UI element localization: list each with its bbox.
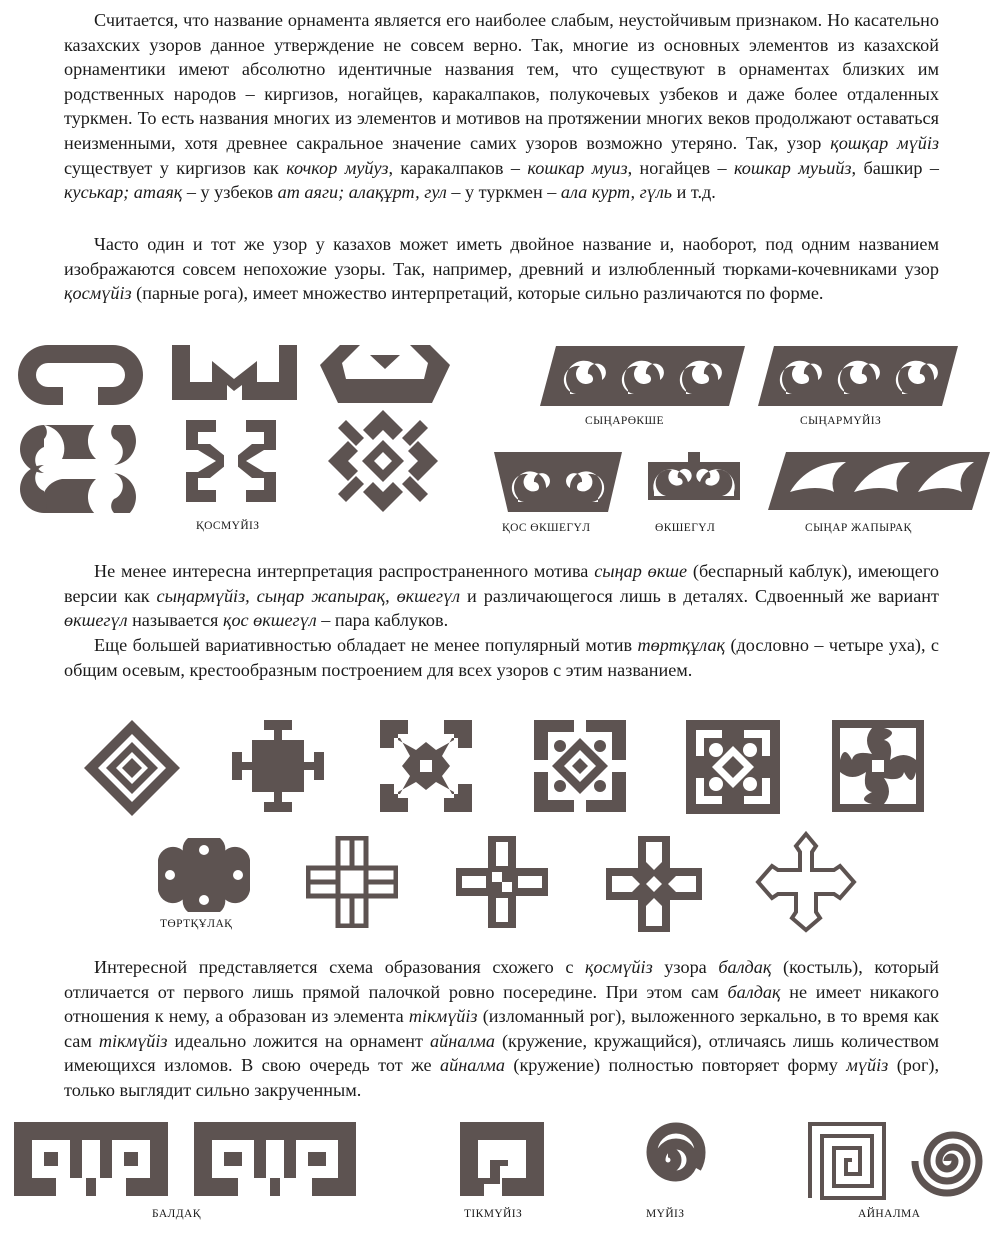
caption-kos-okshegul: ҚОС ӨКШЕГҮЛ [502,522,591,534]
text-run: – у узбеков [182,182,278,203]
synarokshe-ornament [540,346,745,406]
muyiz-ornament [626,1118,710,1202]
text-run: (дословно – четыре уха), с общим осевым, крестообразным построением для всех узоров с этим названием. [64,635,940,680]
tortkulak-ornament-10 [606,836,702,932]
text-run: и т.д. [672,182,716,203]
italic-term: қосмүйіз [585,957,653,977]
italic-term: қосмүйіз [64,283,132,304]
caption-tortkulak: ТӨРТҚҰЛАҚ [160,918,233,930]
text-run: Часто один и тот же узор у казахов может иметь двойное название и, наоборот, под одним названием изображаются совсем непохожие узоры. Так, например, древний и излюбленный тюрками-кочевниками узор [64,234,939,279]
italic-term: тікмүйіз [408,1006,478,1027]
text-run: (костыль), который отличается от первого лишь прямой палочкой ровно посередине. При этом сам [64,957,939,1002]
italic-term: сыңармүйіз, сыңар жапырақ, өкшегүл [156,585,461,606]
text-run: – у туркмен – [446,182,561,203]
tortkulak-ornament-3 [380,720,472,812]
paragraph-1 [64,8,939,205]
text-run: существует у киргизов как [64,157,287,178]
italic-term: мүйіз [846,1055,889,1076]
text-run: , каракалпаков – [388,157,528,178]
kosmuyiz-ornament-curl [20,425,138,513]
kos-okshegul-ornament [494,452,622,512]
text-run: (кружение) полностью повторяет форму [504,1055,847,1076]
text-run: узора [652,957,719,977]
kosmuyiz-ornament-boat [320,345,450,403]
text-run: (парные рога), имеет множество интерпретаций, которые сильно различаются по форме. [131,283,824,304]
tortkulak-ornament-7 [158,838,250,912]
tikmuyiz-ornament [460,1122,544,1196]
tortkulak-ornament-2 [232,720,324,812]
ainalma-ornament-square [808,1122,886,1200]
paragraph-4 [64,633,939,682]
baldak-ornament-1 [14,1122,168,1196]
caption-muyiz: МҮЙІЗ [646,1208,685,1220]
italic-term: кошкар муьийз [733,157,852,178]
text-run: и различающегося лишь в деталях. Сдвоенный же вариант [460,585,939,606]
kosmuyiz-ornament-cross-2 [328,410,438,512]
kosmuyiz-ornament-m [172,345,297,400]
kosmuyiz-ornament-hook [18,345,143,405]
text-run: (кружение, кружащийся), отличаясь лишь количеством имеющихся изломов. В свою очередь тот же [64,1030,939,1076]
paragraph-3 [64,559,939,633]
italic-term: кошкар муиз [527,157,628,178]
baldak-ornament-2 [194,1122,356,1196]
text-run: Не менее интересна интерпретация распространенного мотива [94,561,595,581]
tortkulak-ornament-11 [754,830,858,934]
text-run: (изломанный рог), выложенного зеркально, в то время как сам [64,1006,939,1051]
text-run: Интересной представляется схема образования схожего с [94,957,586,977]
text-run: называется [127,610,223,631]
italic-term: балдақ [727,981,781,1002]
text-run: (беспарный каблук), имеющего версии как [64,561,939,606]
italic-term: төртқұлақ [637,635,726,655]
tortkulak-ornament-5 [686,720,780,814]
text-run: – пара каблуков. [316,610,449,631]
text-run: идеально ложится на орнамент [167,1030,430,1051]
ainalma-ornament-spiral [910,1120,992,1202]
italic-term: айналма [440,1055,505,1076]
italic-term: кочкор муйуз [286,157,389,178]
text-run: Считается, что название орнамента является его наиболее слабым, неустойчивым признаком. Но касательно казахских узоров данное утверждение не совсем верно. Так, многие из основных элементов из казахской орнаментики имеют абсолютно идентичные названия тем, что существуют в орнаментах близких им родственных народов – киргизов, ногайцев, каракалпаков, полукочевых узбеков и даже более отдаленных туркмен. То есть названия многих из элементов и мотивов на протяжении многих веков продолжают оставаться неизменными, хотя древнее сакральное значение самих узоров возможно утеряно. Так, узор [64,10,939,153]
italic-term: ала курт, гүль [560,182,673,203]
text-run: , ногайцев – [627,157,734,178]
caption-synarmuyiz: СЫҢАРМҮЙІЗ [800,415,882,427]
caption-ainalma: АЙНАЛМА [858,1208,921,1220]
tortkulak-ornament-9 [456,836,548,928]
synarmuyiz-ornament [758,346,958,406]
okshegul-ornament [648,452,740,508]
text-run: , башкир – [851,157,939,178]
tortkulak-ornament-8 [306,836,398,928]
caption-baldak: БАЛДАҚ [152,1208,201,1220]
caption-synarokshe: СЫҢАРӨКШЕ [585,415,664,427]
caption-synar-zhapyrak: СЫҢАР ЖАПЫРАҚ [805,522,912,534]
paragraph-5 [64,955,939,1103]
text-run: не имеет никакого отношения к нему, а образован из элемента [64,981,939,1027]
caption-tikmuyiz: ТІКМҮЙІЗ [464,1208,523,1220]
italic-term: сыңар өкше [594,561,688,581]
text-run: (рог), только выглядит сильно закрученным. [64,1055,940,1100]
text-run: Еще большей вариативностью обладает не менее популярный мотив [94,635,638,655]
synar-zhapyrak-ornament [768,452,990,510]
caption-kosmuyiz: ҚОСМҮЙІЗ [196,520,260,532]
tortkulak-ornament-1 [84,720,180,816]
italic-term: айналма [430,1030,495,1051]
italic-term: куськар; атаяқ [64,182,183,203]
italic-term: тікмүйіз [98,1030,168,1051]
italic-term: қос өкшегүл [222,610,317,631]
italic-term: ат аяги; алақұрт, гул [277,182,447,203]
paragraph-2 [64,232,939,306]
caption-okshegul: ӨКШЕГҮЛ [655,522,716,534]
tortkulak-ornament-4 [534,720,626,812]
kosmuyiz-ornament-cross-1 [176,410,286,512]
italic-term: қошқар мүйіз [830,132,939,153]
italic-term: өкшегүл [64,610,128,631]
italic-term: балдақ [718,957,772,977]
tortkulak-ornament-6 [832,720,924,812]
